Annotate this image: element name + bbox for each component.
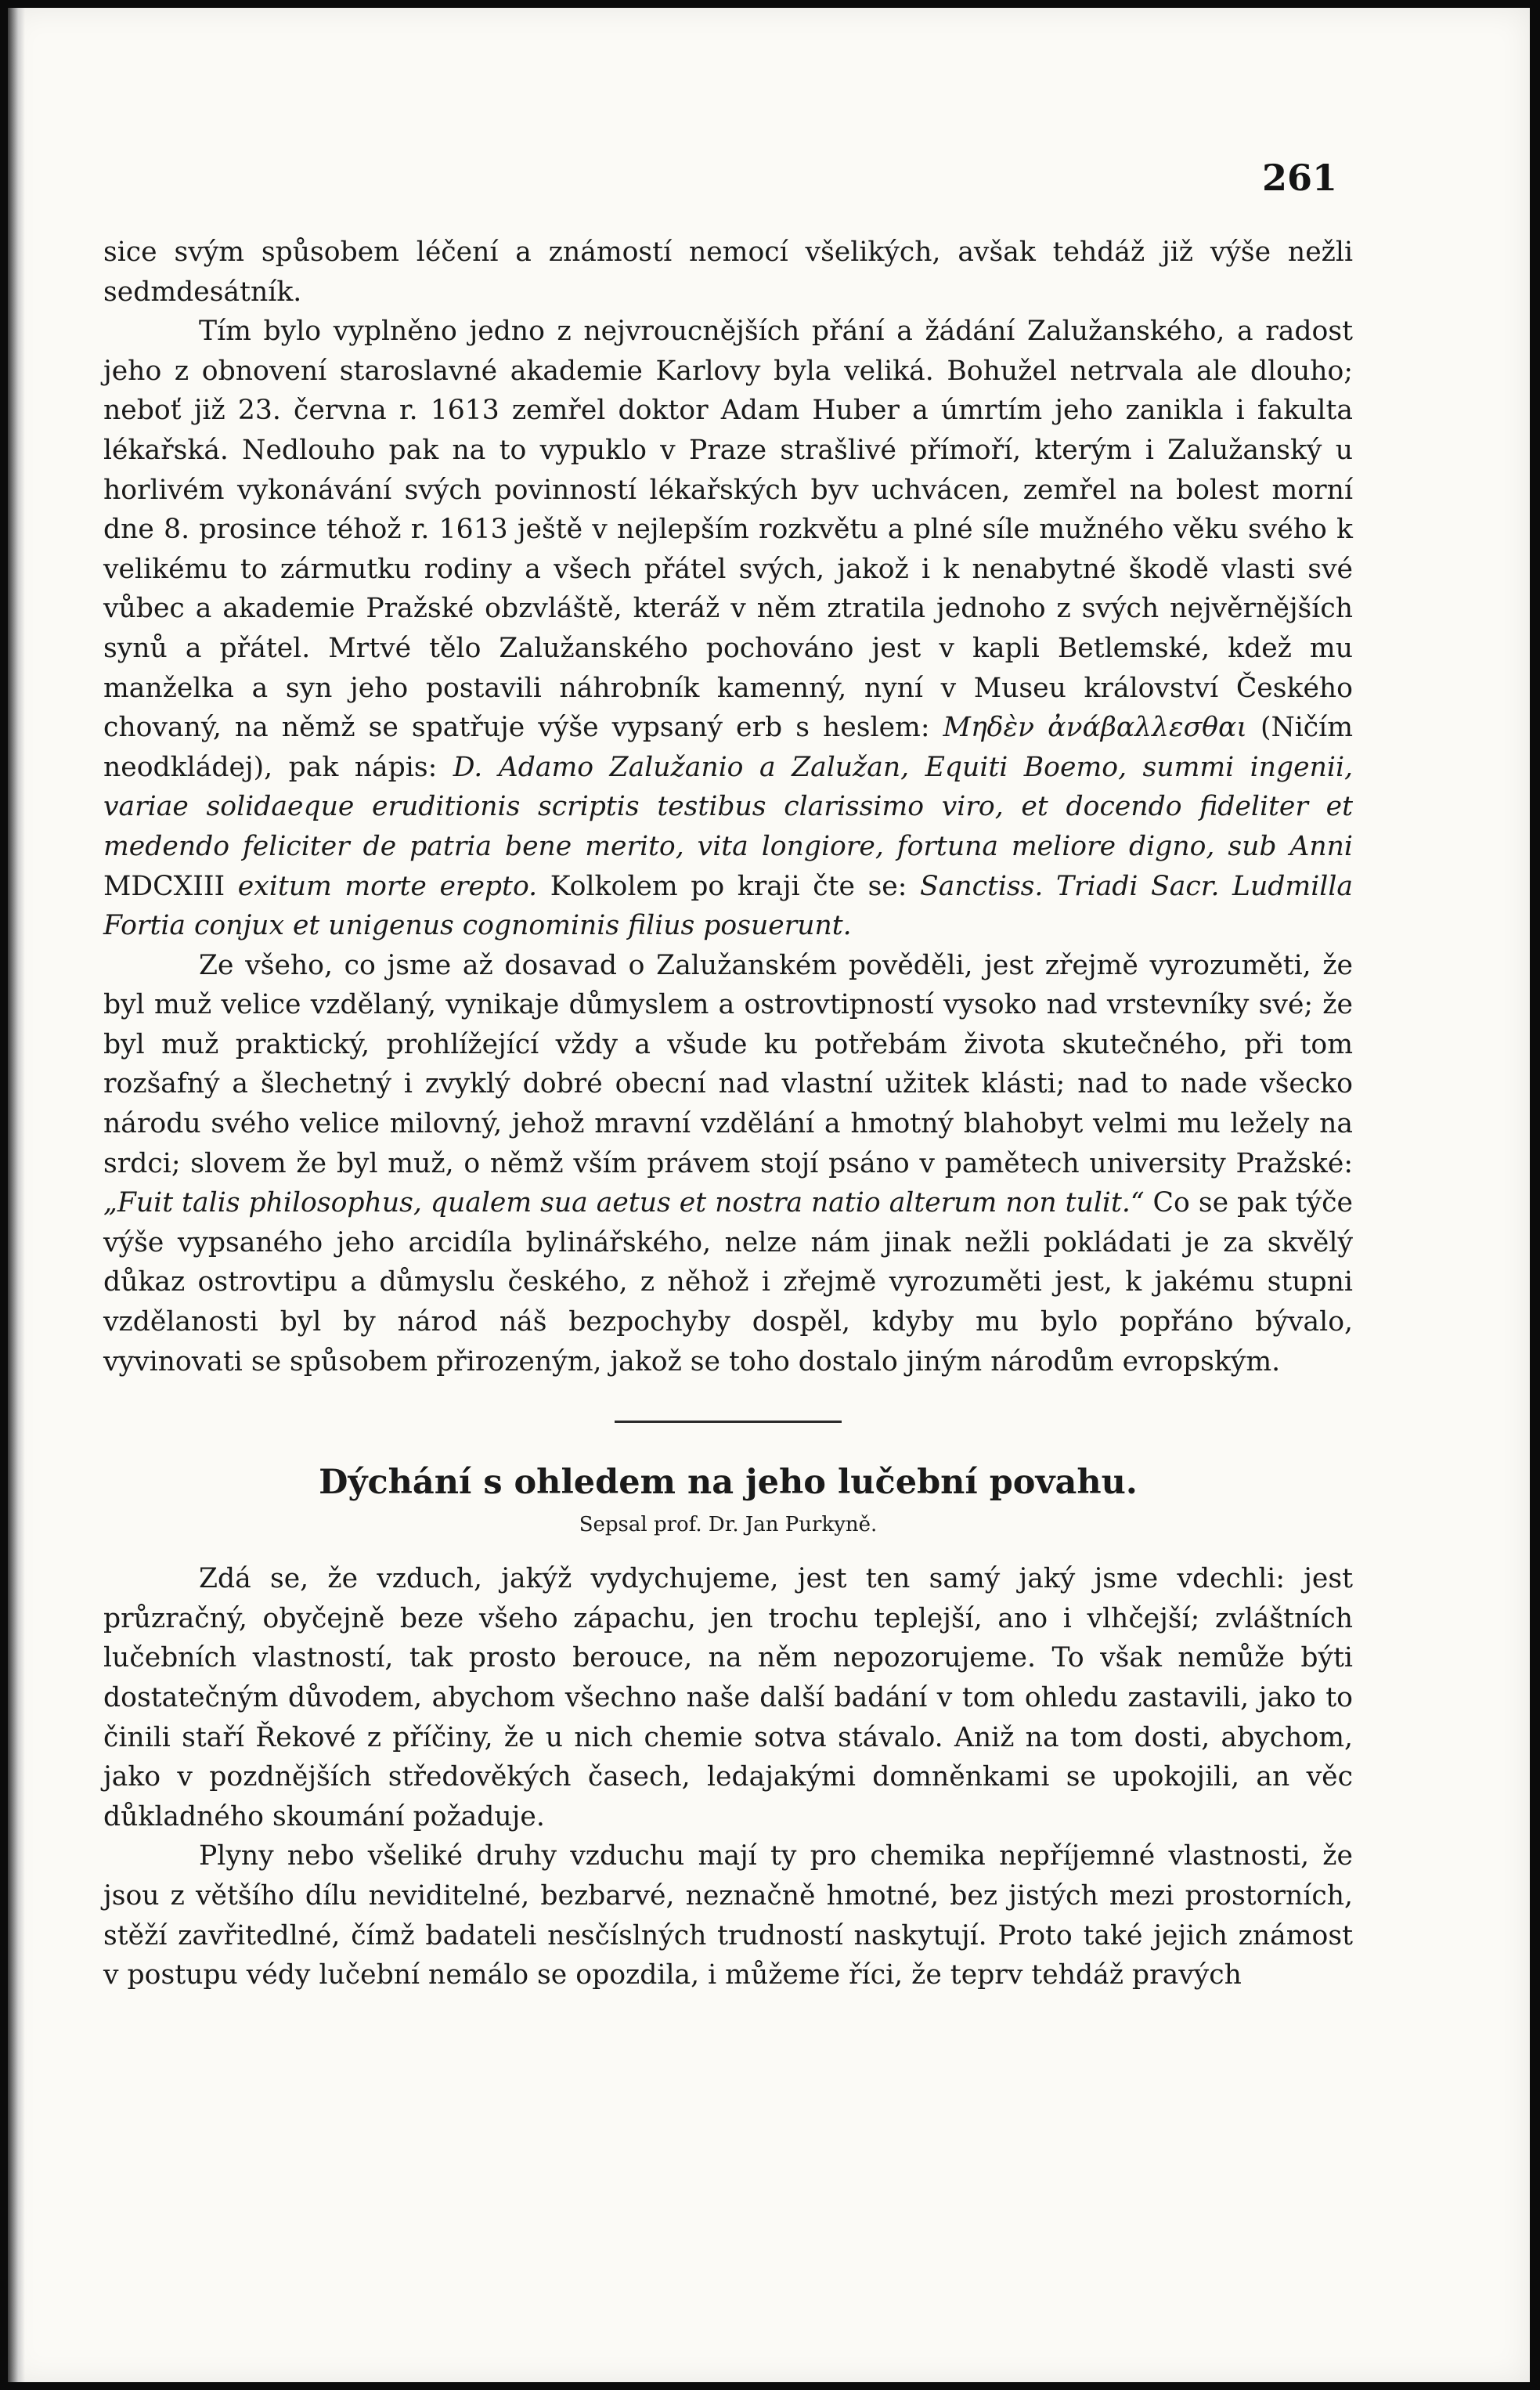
paragraph-text: sice svým spůsobem léčení a známostí nemocí všelikých, avšak tehdáž již výše nežli sedmdesátník. — [103, 236, 1353, 308]
article-author: Sepsal prof. Dr. Jan Purkyně. — [579, 1513, 878, 1537]
article-paragraph-1: Zdá se, že vzduch, jakýž vydychujeme, jest ten samý jaký jsme vdechli: jest průzračný, obyčejně beze všeho zápachu, jen trochu teplejší, ano i vlhčejší; zvláštních lučebních vlastností, tak prosto berouce, na něm nepozorujeme. To však nemůže býti dostatečným důvodem, abychom všechno naše další badání v tom ohledu zastavili, jako to činili staří Řekové z příčiny, že u nich chemie sotva stávalo. Aniž na tom dosti, abychom, jako v pozdnějších středověkých časech, ledajakými domněnkami se upokojili, an věc důkladného skoumání požaduje. — [103, 1563, 1353, 1832]
latin-quote: „Fuit talis philosophus, qualem sua aetus et nostra natio alterum non tulit.“ — [103, 1187, 1145, 1219]
paragraph-biography — [103, 312, 1353, 946]
page-number: 261 — [1261, 157, 1337, 199]
paragraph-text: Ze všeho, co jsme až dosavad o Zalužanském pověděli, jest zřejmě vyrozuměti, že byl muž velice vzdělaný, vynikaje důmyslem a ostrovtipností vysoko nad vrstevníky své; že byl muž praktický, prohlížející vždy a všude ku potřebám života skutečného, při tom rozšafný a šlechetný i zvyklý dobré obecní nad vlastní užitek klásti; nad to nade všecko národu svého velice milovný, jehož mravní vzdělání a hmotný blahobyt velmi mu ležely na srdci; slovem že byl muž, o němž vším právem stojí psáno v pamětech university Pražské: — [103, 949, 1353, 1179]
article-paragraph-2 — [103, 1836, 1353, 1995]
article-title: Dýchání s ohledem na jeho lučební povahu. — [319, 1463, 1138, 1503]
latin-inscription: D. Adamo Zalužanio a Zalužan, Equiti Boemo, summi ingenii, variae solidaeque eruditionis scriptis testibus clarissimo viro, et docendo fideliter et medendo feliciter de patria bene merito, vita longiore, fortuna meliore digno, sub Anni — [103, 751, 1353, 862]
paragraph-text: v postupu védy lučební nemálo se opozdila, i můžeme říci, že teprv tehdáž pravých — [103, 1959, 1242, 1991]
latin-inscription-end: exitum morte erepto. — [237, 870, 538, 902]
page-edge-shadow — [8, 8, 25, 2382]
paragraph-text: Kolkolem po kraji čte se: — [550, 870, 907, 902]
book-page — [8, 8, 1530, 2382]
section-divider — [615, 1421, 842, 1423]
paragraph-assessment — [103, 946, 1353, 1382]
page-body — [103, 233, 1353, 1995]
paragraph-text: Co se pak týče výše vypsaného jeho arcidíla bylinářského, nelze nám jinak nežli pokládati je za skvělý důkaz ostrovtipu a důmyslu českého, z něhož i zřejmě vyrozuměti jest, k jakému stupni vzdělanosti byl by národ náš bezpochyby dospěl, kdyby mu bylo popřáno bývalo, vyvinovati se spůsobem přirozeným, jakož se toho dostalo jiným národům evropským. — [103, 1187, 1354, 1377]
edge-inscription: Sanctiss. Triadi Sacr. Ludmilla Fortia conjux et unigenus cognominis filius posuerunt. — [103, 870, 1353, 942]
paragraph-continuation — [103, 233, 1353, 312]
paragraph-text: (Ničím neodkládej), pak nápis: — [103, 712, 1353, 783]
paragraph-text: Plyny nebo všeliké druhy vzduchu mají ty pro chemika nepříjemné vlastnosti, že jsou z většího dílu neviditelné, bezbarvé, neznačně hmotné, bez jistých mezi prostorních, stěží zavřitedlné, čímž badateli nesčíslných trudností naskytují. Proto také jejich známost — [103, 1840, 1353, 1951]
paragraph-text: Tím bylo vyplněno jedno z nejvroucnějších přání a žádání Zalužanského, a radost jeho z obnovení staroslavné akademie Karlovy byla veliká. Bohužel netrvala ale dlouho; neboť již 23. června r. 1613 zemřel doktor Adam Huber a úmrtím jeho zanikla i fakulta lékařská. Nedlouho pak na to vypuklo v Praze strašlivé přímoří, kterým i Zalužanský u horlivém vykonávání svých povinností lékařských byv uchvácen, zemřel na bolest morní dne 8. prosince téhož r. 1613 ještě v nejlepším rozkvětu a plné síle mužného věku svého k velikému to zármutku rodiny a všech přátel svých, jakož i k nenabytné škodě vlasti své vůbec a akademie Pražské obzvláště, kteráž v něm ztratila jednoho z svých nejvěrnějších synů a přátel. Mrtvé tělo Zalužanského pochováno jest v kapli Betlemské, kdež mu manželka a syn jeho postavili náhrobník kamenný, nyní v Museu království Českého chovaný, na němž se spatřuje výše vypsaný erb s heslem: — [103, 316, 1353, 744]
roman-year: MDCXIII — [103, 870, 225, 902]
greek-motto: Μηδὲν ἀνάβαλλεσθαι — [943, 712, 1247, 744]
